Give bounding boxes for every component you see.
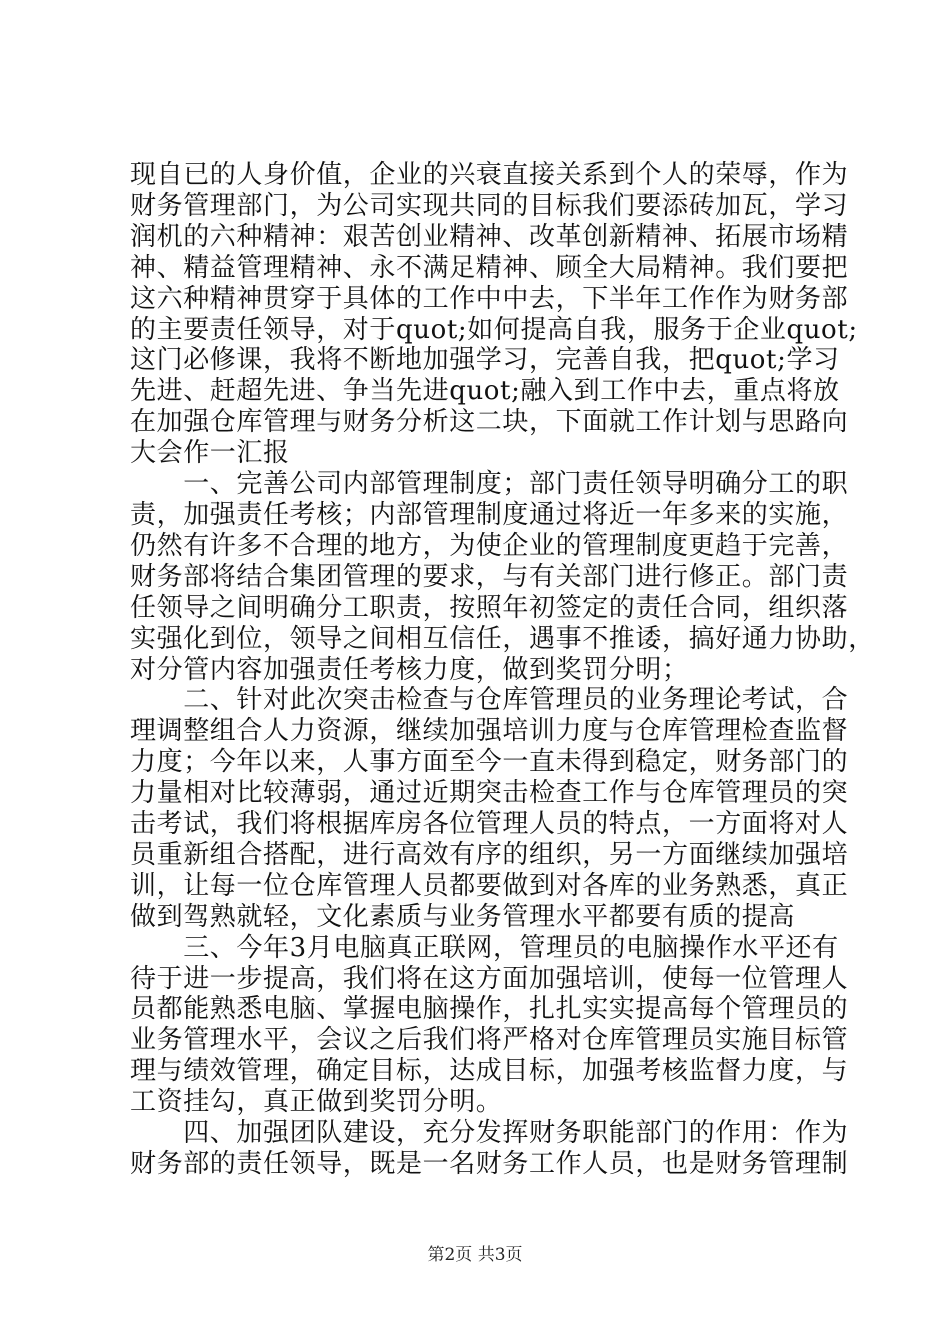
text-line: 待于进一步提高，我们将在这方面加强培训，使每一位管理人	[130, 963, 849, 994]
text-line: 击考试，我们将根据库房各位管理人员的特点，一方面将对人	[130, 809, 849, 840]
text-line: 力度；今年以来，人事方面至今一直未得到稳定，财务部门的	[130, 747, 849, 778]
text-line: 四、加强团队建设，充分发挥财务职能部门的作用：作为	[130, 1118, 849, 1149]
text-line: 业务管理水平，会议之后我们将严格对仓库管理员实施目标管	[130, 1025, 849, 1056]
text-line: 在加强仓库管理与财务分析这二块，下面就工作计划与思路向	[130, 407, 849, 438]
text-line: 做到驾熟就轻，文化素质与业务管理水平都要有质的提高	[130, 901, 796, 932]
text-line: 先进、赶超先进、争当先进quot;融入到工作中去，重点将放	[130, 376, 840, 407]
text-line: 实强化到位，领导之间相互信任，遇事不推诿，搞好通力协助，	[130, 623, 875, 654]
text-line: 责，加强责任考核；内部管理制度通过将近一年多来的实施，	[130, 499, 849, 530]
text-line: 润机的六种精神：艰苦创业精神、改革创新精神、拓展市场精	[130, 221, 849, 252]
document-body	[130, 160, 875, 1180]
text-line: 这门必修课，我将不断地加强学习，完善自我，把quot;学习	[130, 345, 840, 376]
text-line: 二、针对此次突击检查与仓库管理员的业务理论考试，合	[130, 685, 849, 716]
text-line: 的主要责任领导，对于quot;如何提高自我，服务于企业quot;	[130, 314, 858, 345]
text-line: 一、完善公司内部管理制度；部门责任领导明确分工的职	[130, 469, 849, 500]
text-line: 训，让每一位仓库管理人员都要做到对各库的业务熟悉，真正	[130, 870, 849, 901]
page-number-label: 第2页 共3页	[427, 1245, 523, 1265]
text-line: 任领导之间明确分工职责，按照年初签定的责任合同，组织落	[130, 592, 849, 623]
text-line: 力量相对比较薄弱，通过近期突击检查工作与仓库管理员的突	[130, 778, 849, 809]
text-line: 员都能熟悉电脑、掌握电脑操作，扎扎实实提高每个管理员的	[130, 994, 849, 1025]
text-line: 财务部的责任领导，既是一名财务工作人员，也是财务管理制	[130, 1149, 849, 1179]
text-line: 理与绩效管理，确定目标，达成目标，加强考核监督力度，与	[130, 1056, 849, 1087]
text-line: 神、精益管理精神、永不满足精神、顾全大局精神。我们要把	[130, 252, 849, 283]
text-line: 仍然有许多不合理的地方，为使企业的管理制度更趋于完善，	[130, 530, 849, 561]
text-line: 财务部将结合集团管理的要求，与有关部门进行修正。部门责	[130, 561, 849, 592]
text-line: 这六种精神贯穿于具体的工作中中去，下半年工作作为财务部	[130, 283, 849, 314]
text-line: 财务管理部门，为公司实现共同的目标我们要添砖加瓦，学习	[130, 190, 849, 221]
text-line: 大会作一汇报	[130, 438, 290, 469]
text-line: 员重新组合搭配，进行高效有序的组织，另一方面继续加强培	[130, 839, 849, 870]
text-line: 工资挂勾，真正做到奖罚分明。	[130, 1087, 503, 1118]
page-footer	[0, 1245, 950, 1265]
text-line: 理调整组合人力资源，继续加强培训力度与仓库管理检查监督	[130, 716, 849, 747]
text-line: 三、今年3月电脑真正联网，管理员的电脑操作水平还有	[130, 932, 839, 963]
text-line: 现自已的人身价值，企业的兴衰直接关系到个人的荣辱，作为	[130, 160, 849, 190]
text-line: 对分管内容加强责任考核力度，做到奖罚分明；	[130, 654, 689, 685]
